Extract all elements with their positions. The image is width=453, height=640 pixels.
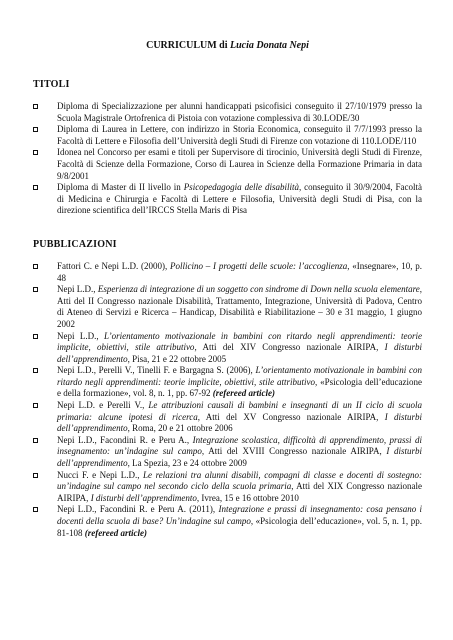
section-heading-titoli: TITOLI [33, 79, 70, 90]
pubblicazioni-list [33, 261, 422, 539]
list-item: Fattori C. e Nepi L.D. (2000), Pollicino – I progetti delle scuole: l’accoglienza, «Insegnare», 10, p. 48 [33, 261, 422, 284]
list-item: Nucci F. e Nepi L.D., Le relazioni tra alunni disabili, compagni di classe e docenti di sostegno: un’indagine sul campo nel secondo ciclo della scuola primaria, Atti del XIX Congresso nazionale AIRIPA, I disturbi dell’apprendimento, Ivrea, 15 e 16 ottobre 2010 [33, 470, 422, 505]
list-item: Diploma di Laurea in Lettere, con indirizzo in Storia Economica, conseguito il 7/7/1993 presso la Facoltà di Lettere e Filosofia dell’Università degli Studi di Firenze con votazione di 110.LODE/110 [33, 124, 422, 147]
list-item: Nepi L.D., Facondini R. e Peru A. (2011), Integrazione e prassi di insegnamento: cosa pensano i docenti della scuola di base? Un’indagine sul campo, «Psicologia dell’educazione», vol. 5, n. 1, pp. 81-108 (refereed article) [33, 504, 422, 539]
section-heading-pubblicazioni: PUBBLICAZIONI [33, 238, 117, 250]
document-title [33, 40, 422, 51]
title-prefix: CURRICULUM di [146, 40, 228, 51]
checkbox-bullet-icon [33, 507, 38, 512]
checkbox-bullet-icon [33, 368, 38, 373]
list-item: Nepi L.D., Perelli V., Tinelli F. e Bargagna S. (2006), L’orientamento motivazionale in bambini con ritardo negli apprendimenti: teorie implicite, obiettivi, stile attributivo, «Psicologia dell’educazione e della formazione», vol. 8, n. 1, pp. 67-92 (refereed article) [33, 365, 422, 400]
list-item: Nepi L.D. e Perelli V., Le attribuzioni causali di bambini e insegnanti di un II ciclo di scuola primaria: alcune ipotesi di ricerca, Atti del XV Congresso nazionale AIRIPA, I disturbi dell’apprendimento, Roma, 20 e 21 ottobre 2006 [33, 400, 422, 435]
list-item: Idonea nel Concorso per esami e titoli per Supervisore di tirocinio, Università degli Studi di Firenze, Facoltà di Scienze della Formazione, Corso di Laurea in Scienze della Formazione Primaria in data 9/8/2001 [33, 147, 422, 182]
checkbox-bullet-icon [33, 473, 38, 478]
checkbox-bullet-icon [33, 150, 38, 155]
checkbox-bullet-icon [33, 334, 38, 339]
checkbox-bullet-icon [33, 127, 38, 132]
title-name: Lucia Donata Nepi [230, 40, 309, 51]
checkbox-bullet-icon [33, 403, 38, 408]
checkbox-bullet-icon [33, 104, 38, 109]
checkbox-bullet-icon [33, 185, 38, 190]
list-item: Nepi L.D., L’orientamento motivazionale in bambini con ritardo negli apprendimenti: teorie implicite, obiettivi, stile attributivo, Atti del XIV Congresso nazionale AIRIPA, I disturbi dell’apprendimento, Pisa, 21 e 22 ottobre 2005 [33, 331, 422, 366]
checkbox-bullet-icon [33, 287, 38, 292]
list-item: Diploma di Specializzazione per alunni handicappati psicofisici conseguito il 27/10/1979 presso la Scuola Magistrale Ortofrenica di Pistoia con votazione complessiva di 30.LODE/30 [33, 101, 422, 124]
titoli-list [33, 101, 422, 217]
list-item: Nepi L.D., Facondini R. e Peru A., Integrazione scolastica, difficoltà di apprendimento, prassi di insegnamento: un’indagine sul campo, Atti del XVIII Congresso nazionale AIRIPA, I disturbi dell’apprendimento, La Spezia, 23 e 24 ottobre 2009 [33, 435, 422, 470]
list-item: Nepi L.D., Esperienza di integrazione di un soggetto con sindrome di Down nella scuola elementare, Atti del II Congresso nazionale Disabilità, Trattamento, Integrazione, Università di Padova, Centro di Ateneo di Servizi e Ricerca – Handicap, Disabilità e Riabilitazione – 30 e 31 maggio, 1 giugno 2002 [33, 284, 422, 330]
checkbox-bullet-icon [33, 264, 38, 269]
checkbox-bullet-icon [33, 438, 38, 443]
list-item: Diploma di Master di II livello in Psicopedagogia delle disabilità, conseguito il 30/9/2004, Facoltà di Medicina e Chirurgia e Facoltà di Lettere e Filosofia, Università degli Studi di Pisa, con la direzione scientifica dell’IRCCS Stella Maris di Pisa [33, 182, 422, 217]
